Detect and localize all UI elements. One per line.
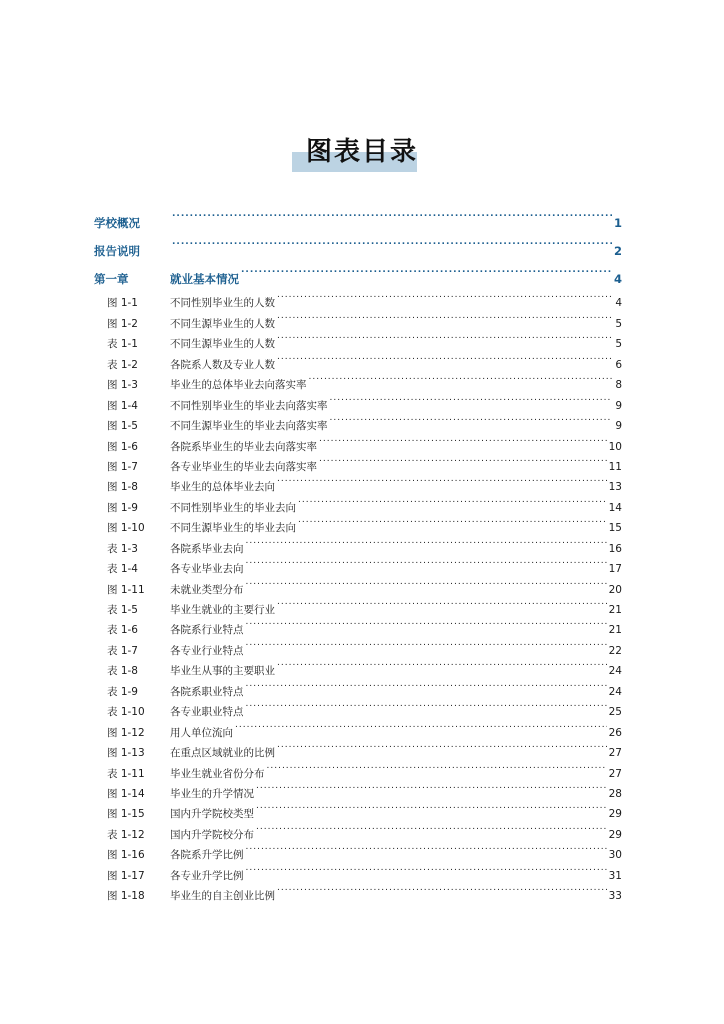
toc-dot-leader <box>277 470 607 490</box>
toc-dot-leader <box>246 552 607 572</box>
toc-dot-leader <box>277 286 612 306</box>
toc-entry-number: 表 1-10 <box>107 706 145 719</box>
toc-entry-label: 就业基本情况 <box>170 272 239 286</box>
toc-entry-number: 表 1-1 <box>107 338 138 351</box>
toc-entry-label: 各院系毕业去向 <box>170 542 244 555</box>
toc-entry-label: 各院系升学比例 <box>170 849 244 862</box>
toc-entry-label: 各院系人数及专业人数 <box>170 358 275 371</box>
toc-page-number: 24 <box>608 665 622 678</box>
toc-entry-label: 不同生源毕业生的毕业去向落实率 <box>170 420 328 433</box>
toc-page-number: 28 <box>608 787 622 800</box>
page-title: 图表目录 <box>305 137 418 167</box>
toc-page-number: 21 <box>608 604 622 616</box>
toc-entry-number: 表 1-4 <box>107 563 138 576</box>
toc-dot-leader <box>277 593 607 613</box>
toc-page-number: 29 <box>608 808 622 821</box>
toc-entry-number: 图 1-15 <box>107 808 145 821</box>
toc-entry-number: 表 1-12 <box>107 828 145 841</box>
toc-page-number: 8 <box>615 379 622 392</box>
toc-dot-leader <box>246 858 607 878</box>
title-area <box>0 132 724 172</box>
toc-entry-number: 表 1-6 <box>107 624 138 637</box>
toc-dot-leader <box>246 613 607 633</box>
toc-entry-label: 毕业生的总体毕业去向落实率 <box>170 379 307 392</box>
toc-entry-label: 毕业生就业省份分布 <box>170 767 265 780</box>
toc-entry-number: 图 1-10 <box>107 522 145 535</box>
toc-entry-label: 不同生源毕业生的人数 <box>170 317 275 330</box>
toc-entry-number: 图 1-5 <box>107 420 138 433</box>
toc-dot-leader <box>277 327 612 347</box>
toc-dot-leader <box>235 715 607 735</box>
toc-dot-leader <box>256 777 607 797</box>
toc-dot-leader <box>246 633 607 653</box>
toc-entry-number: 图 1-1 <box>107 297 138 310</box>
toc-chapter-entry[interactable] <box>94 199 622 230</box>
toc-page-number: 1 <box>613 216 622 230</box>
toc-page-number: 21 <box>608 624 622 637</box>
toc-entry-label: 各专业毕业去向 <box>170 563 244 576</box>
toc-entry-number: 图 1-13 <box>107 747 145 760</box>
toc-dot-leader <box>277 347 612 367</box>
toc-entry-label: 不同性别毕业生的毕业去向 <box>170 501 296 514</box>
toc-entry-label: 国内升学院校类型 <box>170 808 254 821</box>
toc-dot-leader <box>246 531 607 551</box>
toc-entry-label: 不同生源毕业生的人数 <box>170 338 275 351</box>
toc-entry-number: 图 1-3 <box>107 379 138 392</box>
toc-page-number: 16 <box>608 542 622 555</box>
toc-entry-number: 表 1-5 <box>107 604 138 616</box>
toc-page-number: 17 <box>608 563 622 576</box>
toc-dot-leader <box>319 429 607 449</box>
toc-page-number: 27 <box>608 747 622 760</box>
toc-page-number: 14 <box>608 501 622 514</box>
toc-page-number: 5 <box>615 317 622 330</box>
toc-page-number: 5 <box>615 338 622 351</box>
toc-page-number: 4 <box>615 297 622 310</box>
toc-entry-number: 图 1-18 <box>107 890 145 903</box>
toc-dot-leader <box>241 255 612 283</box>
toc-page-number: 9 <box>615 420 622 433</box>
toc-page-number: 13 <box>608 481 622 494</box>
toc-entry-label: 各院系行业特点 <box>170 624 244 637</box>
toc-entry-number: 表 1-7 <box>107 644 138 657</box>
toc-page-number: 9 <box>615 399 622 412</box>
toc-page-number: 31 <box>608 869 622 882</box>
toc-entry-label: 毕业生的升学情况 <box>170 787 254 800</box>
toc-entry-label: 用人单位流向 <box>170 726 233 739</box>
toc-entry-number: 图 1-2 <box>107 317 138 330</box>
toc-entry-number: 图 1-7 <box>107 460 138 473</box>
toc-page-number: 30 <box>608 849 622 862</box>
toc-dot-leader <box>246 838 607 858</box>
toc-page-number: 27 <box>608 767 622 780</box>
toc-page-number: 11 <box>608 460 622 473</box>
toc-entry-label: 不同性别毕业生的毕业去向落实率 <box>170 399 328 412</box>
toc-dot-leader <box>246 572 607 592</box>
toc-page-number: 22 <box>608 644 622 657</box>
toc-entry-number: 图 1-11 <box>107 583 145 596</box>
toc-dot-leader <box>319 450 607 470</box>
toc-dot-leader <box>246 674 607 694</box>
toc-entry-number: 表 1-9 <box>107 685 138 698</box>
toc-page-number: 33 <box>608 890 622 903</box>
toc-page-number: 24 <box>608 685 622 698</box>
toc-page-number: 10 <box>608 440 622 453</box>
toc-dot-leader <box>277 879 607 899</box>
toc-entry-label: 毕业生的总体毕业去向 <box>170 481 275 494</box>
toc-dot-leader <box>256 817 607 837</box>
toc-entry-label: 毕业生就业的主要行业 <box>170 604 275 616</box>
toc-dot-leader <box>277 654 607 674</box>
toc-page-number: 2 <box>613 244 622 258</box>
toc-dot-leader <box>246 695 607 715</box>
toc-entry-number: 第一章 <box>94 272 129 286</box>
toc-dot-leader <box>172 199 612 227</box>
toc-entry-label: 不同生源毕业生的毕业去向 <box>170 522 296 535</box>
toc-dot-leader <box>256 797 607 817</box>
toc-page-number: 25 <box>608 706 622 719</box>
toc-page-number: 26 <box>608 726 622 739</box>
toc-entry-label: 各专业职业特点 <box>170 706 244 719</box>
toc-entry-number: 学校概况 <box>94 216 140 230</box>
toc-chapter-entry[interactable] <box>94 227 622 258</box>
toc-page-number: 20 <box>608 583 622 596</box>
toc-entry-number: 表 1-11 <box>107 767 145 780</box>
toc-dot-leader <box>298 490 607 510</box>
toc-entry-number: 图 1-6 <box>107 440 138 453</box>
toc-entry-label: 毕业生从事的主要职业 <box>170 665 275 678</box>
toc-dot-leader <box>330 409 613 429</box>
toc-entry-label: 各院系职业特点 <box>170 685 244 698</box>
toc-entry-number: 图 1-4 <box>107 399 138 412</box>
toc-entry-label: 不同性别毕业生的人数 <box>170 297 275 310</box>
toc-page-number: 4 <box>613 272 622 286</box>
toc-dot-leader <box>172 227 612 255</box>
toc-entry-number: 表 1-8 <box>107 665 138 678</box>
toc-entry-number: 报告说明 <box>94 244 140 258</box>
toc-entry-label: 各专业毕业生的毕业去向落实率 <box>170 460 317 473</box>
toc-dot-leader <box>277 736 607 756</box>
toc-dot-leader <box>298 511 607 531</box>
toc-entry-number: 图 1-17 <box>107 869 145 882</box>
toc-dot-leader <box>309 368 613 388</box>
toc-entry-label: 国内升学院校分布 <box>170 828 254 841</box>
toc-entry-number: 图 1-12 <box>107 726 145 739</box>
toc-entry-number: 图 1-8 <box>107 481 138 494</box>
toc-entry-number: 图 1-16 <box>107 849 145 862</box>
toc-entry-label: 各院系毕业生的毕业去向落实率 <box>170 440 317 453</box>
toc-entry-label: 在重点区域就业的比例 <box>170 747 275 760</box>
toc-page-number: 6 <box>615 358 622 371</box>
toc-dot-leader <box>277 306 612 326</box>
table-of-contents <box>94 199 622 903</box>
toc-page-number: 15 <box>608 522 622 535</box>
toc-entry-number: 图 1-14 <box>107 787 145 800</box>
toc-entry-label: 毕业生的自主创业比例 <box>170 890 275 903</box>
toc-entry-label: 各专业行业特点 <box>170 644 244 657</box>
toc-dot-leader <box>267 756 607 776</box>
toc-entry-number: 图 1-9 <box>107 501 138 514</box>
toc-dot-leader <box>330 388 613 408</box>
toc-entry-number: 表 1-2 <box>107 358 138 371</box>
toc-entry-label: 各专业升学比例 <box>170 869 244 882</box>
toc-entry-number: 表 1-3 <box>107 542 138 555</box>
toc-page-number: 29 <box>608 828 622 841</box>
toc-chapter-entry[interactable] <box>94 255 622 286</box>
toc-entry-label: 未就业类型分布 <box>170 583 244 596</box>
